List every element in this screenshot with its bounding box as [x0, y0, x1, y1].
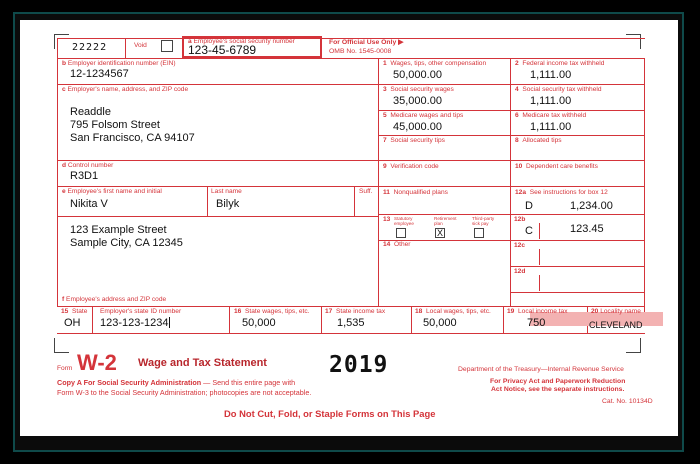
rule — [378, 214, 510, 215]
rule — [539, 275, 540, 291]
rule — [321, 306, 322, 333]
corner-mark-tr — [626, 34, 641, 49]
box-3-value[interactable]: 35,000.00 — [393, 95, 442, 107]
box-4-label: 4 Social security tax withheld — [515, 86, 602, 93]
box-5-value[interactable]: 45,000.00 — [393, 121, 442, 133]
do-not-cut-notice: Do Not Cut, Fold, or Staple Forms on This Page — [224, 408, 436, 419]
state-value[interactable]: OH — [64, 317, 81, 329]
box-20-label: 20 Locality name — [591, 308, 641, 315]
rule — [644, 58, 645, 324]
box-14-label: 14 Other — [383, 241, 411, 248]
rule — [125, 38, 126, 58]
box-12a-value[interactable]: 1,234.00 — [570, 200, 613, 212]
state-id-value[interactable]: 123-123-1234 — [100, 317, 169, 329]
employer-name[interactable]: Readdle — [70, 106, 111, 118]
box-20-value[interactable]: CLEVELAND — [589, 320, 643, 330]
text-cursor — [169, 317, 170, 328]
box-11-label: 11 Nonqualified plans — [383, 189, 448, 196]
box-12b-value[interactable]: 123.45 — [570, 223, 604, 235]
employee-city[interactable]: Sample City, CA 12345 — [70, 237, 183, 249]
box-10-label: 10 Dependent care benefits — [515, 163, 598, 170]
rule — [539, 249, 540, 265]
box-1-value[interactable]: 50,000.00 — [393, 69, 442, 81]
form-title: Wage and Tax Statement — [138, 357, 267, 369]
rule — [57, 216, 378, 217]
dept-treasury: Department of the Treasury—Internal Revenue Service — [458, 366, 624, 373]
ein-value[interactable]: 12-1234567 — [70, 68, 129, 80]
box-15-label: 15 State — [61, 308, 88, 315]
box-7-label: 7 Social security tips — [383, 137, 445, 144]
box-3-label: 3 Social security wages — [383, 86, 454, 93]
rule — [92, 306, 93, 333]
rule — [354, 186, 355, 216]
privacy-notice-1: For Privacy Act and Paperwork Reduction — [490, 378, 626, 385]
employee-street[interactable]: 123 Example Street — [70, 224, 167, 236]
catalog-number: Cat. No. 10134D — [602, 398, 653, 405]
thirdparty-checkbox[interactable] — [474, 228, 484, 238]
box-2-value[interactable]: 1,111.00 — [530, 69, 572, 81]
state-id-label: Employer's state ID number — [100, 308, 182, 315]
box-e-first-label: e Employee's first name and initial — [62, 188, 162, 195]
box-19-value[interactable]: 750 — [527, 317, 546, 329]
rule — [510, 240, 644, 241]
void-checkbox[interactable] — [161, 40, 173, 52]
thirdparty-label: Third-party sick pay — [472, 216, 495, 226]
statutory-checkbox[interactable] — [396, 228, 406, 238]
box-8-label: 8 Allocated tips — [515, 137, 562, 144]
ssn-label: a Employee's social security number — [188, 38, 295, 45]
box-6-label: 6 Medicare tax withheld — [515, 112, 587, 119]
rule — [229, 306, 230, 333]
official-use-label: For Official Use Only ▶ — [329, 39, 404, 46]
box-9-label: 9 Verification code — [383, 163, 439, 170]
form-word: Form — [57, 365, 73, 372]
retirement-checkbox[interactable]: X — [436, 228, 443, 238]
rule — [510, 58, 511, 306]
box-e-last-label: Last name — [211, 188, 242, 195]
copy-a-text: Copy A For Social Security Administration — Send this entire page with — [57, 378, 296, 387]
ssn-value[interactable]: 123-45-6789 — [188, 43, 257, 57]
rule — [57, 58, 645, 59]
rule — [57, 333, 645, 334]
box-2-label: 2 Federal income tax withheld — [515, 60, 605, 67]
box-5-label: 5 Medicare wages and tips — [383, 112, 464, 119]
employee-first-name[interactable]: Nikita V — [70, 198, 108, 210]
box-16-value[interactable]: 50,000 — [242, 317, 276, 329]
rule — [57, 186, 378, 187]
box-16-label: 16 State wages, tips, etc. — [234, 308, 310, 315]
box-4-value[interactable]: 1,111.00 — [530, 95, 572, 107]
box-12c-label: 12c — [514, 242, 526, 249]
corner-mark-br — [626, 338, 641, 353]
statutory-label: Statutory employee — [394, 216, 414, 226]
box-d-label: d Control number — [62, 162, 114, 169]
retirement-label: Retirement plan — [434, 216, 457, 226]
box-12b-code[interactable]: C — [525, 225, 533, 237]
box-18-label: 18 Local wages, tips, etc. — [415, 308, 491, 315]
rule — [57, 306, 644, 307]
rule — [510, 292, 644, 293]
rule — [378, 135, 644, 136]
void-label: Void — [134, 42, 147, 49]
box-12a-label: 12a See instructions for box 12 — [515, 189, 608, 196]
box-13-number: 13 — [383, 216, 391, 223]
corner-mark-bl — [54, 338, 69, 353]
control-code: 22222 — [72, 42, 108, 53]
rule — [57, 84, 378, 85]
box-19-label: 19 Local income tax — [507, 308, 568, 315]
rule — [378, 84, 644, 85]
copy-a-line2: Form W-3 to the Social Security Administration; photocopies are not acceptable. — [57, 388, 312, 397]
w2-form — [20, 20, 678, 436]
rule — [57, 160, 378, 161]
rule — [378, 186, 644, 187]
rule — [57, 38, 58, 306]
box-17-label: 17 State income tax — [325, 308, 386, 315]
privacy-notice-2: Act Notice, see the separate instructions. — [491, 386, 625, 393]
box-17-value[interactable]: 1,535 — [337, 317, 365, 329]
box-1-label: 1 Wages, tips, other compensation — [383, 60, 487, 67]
rule — [503, 306, 504, 333]
rule — [510, 214, 644, 215]
rule — [207, 186, 208, 216]
box-18-value[interactable]: 50,000 — [423, 317, 457, 329]
rule — [510, 266, 644, 267]
employee-last-name[interactable]: Bilyk — [216, 198, 240, 210]
rule — [378, 58, 379, 306]
control-number-value[interactable]: R3D1 — [70, 170, 99, 182]
rule — [539, 223, 540, 239]
box-12a-code[interactable]: D — [525, 200, 533, 212]
box-12d-label: 12d — [514, 268, 526, 275]
rule — [378, 110, 644, 111]
tax-year: 2019 — [329, 352, 389, 378]
omb-number: OMB No. 1545-0008 — [329, 48, 392, 55]
box-12b-label: 12b — [514, 216, 526, 223]
box-f-label: f Employee's address and ZIP code — [62, 296, 167, 303]
box-c-label: c Employer's name, address, and ZIP code — [62, 86, 189, 93]
box-6-value[interactable]: 1,111.00 — [530, 121, 572, 133]
employer-city[interactable]: San Francisco, CA 94107 — [70, 132, 195, 144]
box-b-label: b Employer identification number (EIN) — [62, 60, 176, 67]
form-name: W-2 — [77, 350, 117, 375]
rule — [411, 306, 412, 333]
employer-street[interactable]: 795 Folsom Street — [70, 119, 160, 131]
rule — [378, 160, 644, 161]
box-e-suff-label: Suff. — [359, 188, 373, 195]
